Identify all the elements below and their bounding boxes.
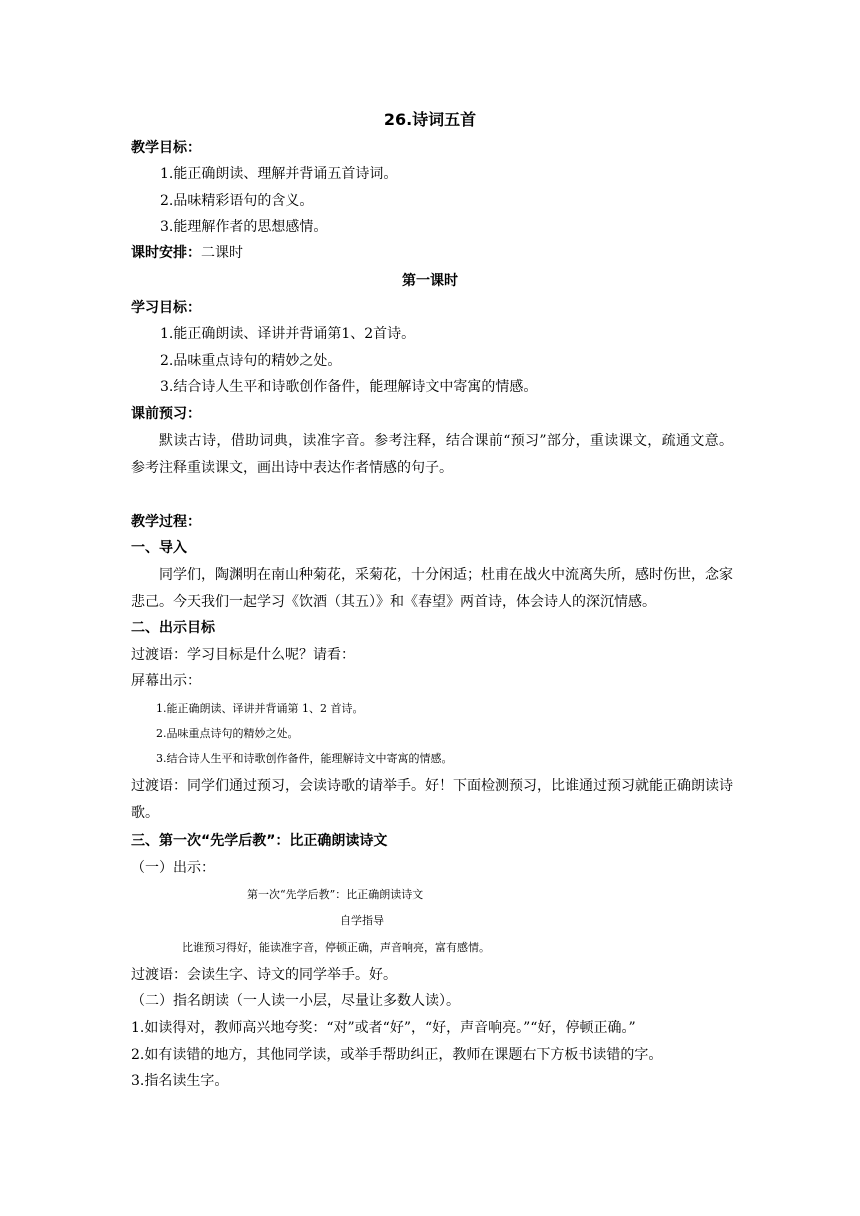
step-item: 2.如有读错的地方，其他同学读，或举手帮助纠正，教师在课题右下方板书读错的字。 [131, 1047, 663, 1063]
document-title: 26.诗词五首 [383, 110, 477, 129]
screen-item: 1.能正确朗读、译讲并背诵第 1、2 首诗。 [156, 702, 364, 715]
process-heading: 教学过程： [131, 514, 201, 530]
screen-item: 2.品味重点诗句的精妙之处。 [156, 727, 299, 740]
learning-goal-item: 2.品味重点诗句的精妙之处。 [160, 353, 342, 369]
lesson-heading: 第一课时 [402, 273, 458, 289]
teaching-goals-heading: 教学目标： [131, 140, 201, 156]
schedule-label: 课时安排： [131, 245, 201, 261]
screen-item: 3.结合诗人生平和诗歌创作备件，能理解诗文中寄寓的情感。 [156, 752, 453, 765]
transition-text: 过渡语：会读生字、诗文的同学举手。好。 [131, 967, 397, 983]
box-subtitle: 自学指导 [340, 914, 384, 927]
section-heading-goals: 二、出示目标 [131, 620, 215, 636]
intro-paragraph: 同学们，陶渊明在南山种菊花，采菊花，十分闲适；杜甫在战火中流离失所，感时伤世，念家悲己。今天我们一起学习《饮酒（其五）》和《春望》两首诗，体会诗人的深沉情感。 [131, 567, 733, 610]
teaching-goal-item: 1.能正确朗读、理解并背诵五首诗词。 [160, 166, 398, 182]
teaching-goal-item: 3.能理解作者的思想感情。 [160, 219, 328, 235]
learning-goals-heading: 学习目标： [131, 300, 201, 316]
preview-paragraph: 默读古诗，借助词典，读准字音。参考注释，结合课前“预习”部分，重读课文，疏通文意。参考注释重读课文，画出诗中表达作者情感的句子。 [131, 433, 733, 476]
learning-goal-item: 1.能正确朗读、译讲并背诵第1、2首诗。 [160, 326, 416, 342]
section-heading-intro: 一、导入 [131, 540, 187, 556]
preview-heading: 课前预习： [131, 406, 201, 422]
subsection-label: （一）出示： [131, 860, 215, 876]
box-text: 比谁预习得好，能读准字音，停顿正确，声音响亮，富有感情。 [182, 941, 490, 954]
screen-label: 屏幕出示： [131, 673, 201, 689]
box-title: 第一次“先学后教”：比正确朗读诗文 [247, 888, 424, 901]
section-heading-reading: 三、第一次“先学后教”：比正确朗读诗文 [131, 833, 388, 849]
schedule-value: 二课时 [201, 245, 243, 261]
step-item: 3.指名读生字。 [131, 1073, 229, 1089]
transition-paragraph: 过渡语：同学们通过预习，会读诗歌的请举手。好！下面检测预习，比谁通过预习就能正确朗读诗歌。 [131, 778, 733, 821]
transition-text: 过渡语：学习目标是什么呢？请看： [131, 647, 355, 663]
step-item: 1.如读得对，教师高兴地夸奖：“对”或者“好”，“好，声音响亮。”“好，停顿正确。” [131, 1020, 636, 1036]
subsection-label: （二）指名朗读（一人读一小层，尽量让多数人读）。 [131, 993, 460, 1009]
teaching-goal-item: 2.品味精彩语句的含义。 [160, 193, 314, 209]
schedule-line [131, 243, 243, 263]
learning-goal-item: 3.结合诗人生平和诗歌创作备件，能理解诗文中寄寓的情感。 [160, 379, 538, 395]
